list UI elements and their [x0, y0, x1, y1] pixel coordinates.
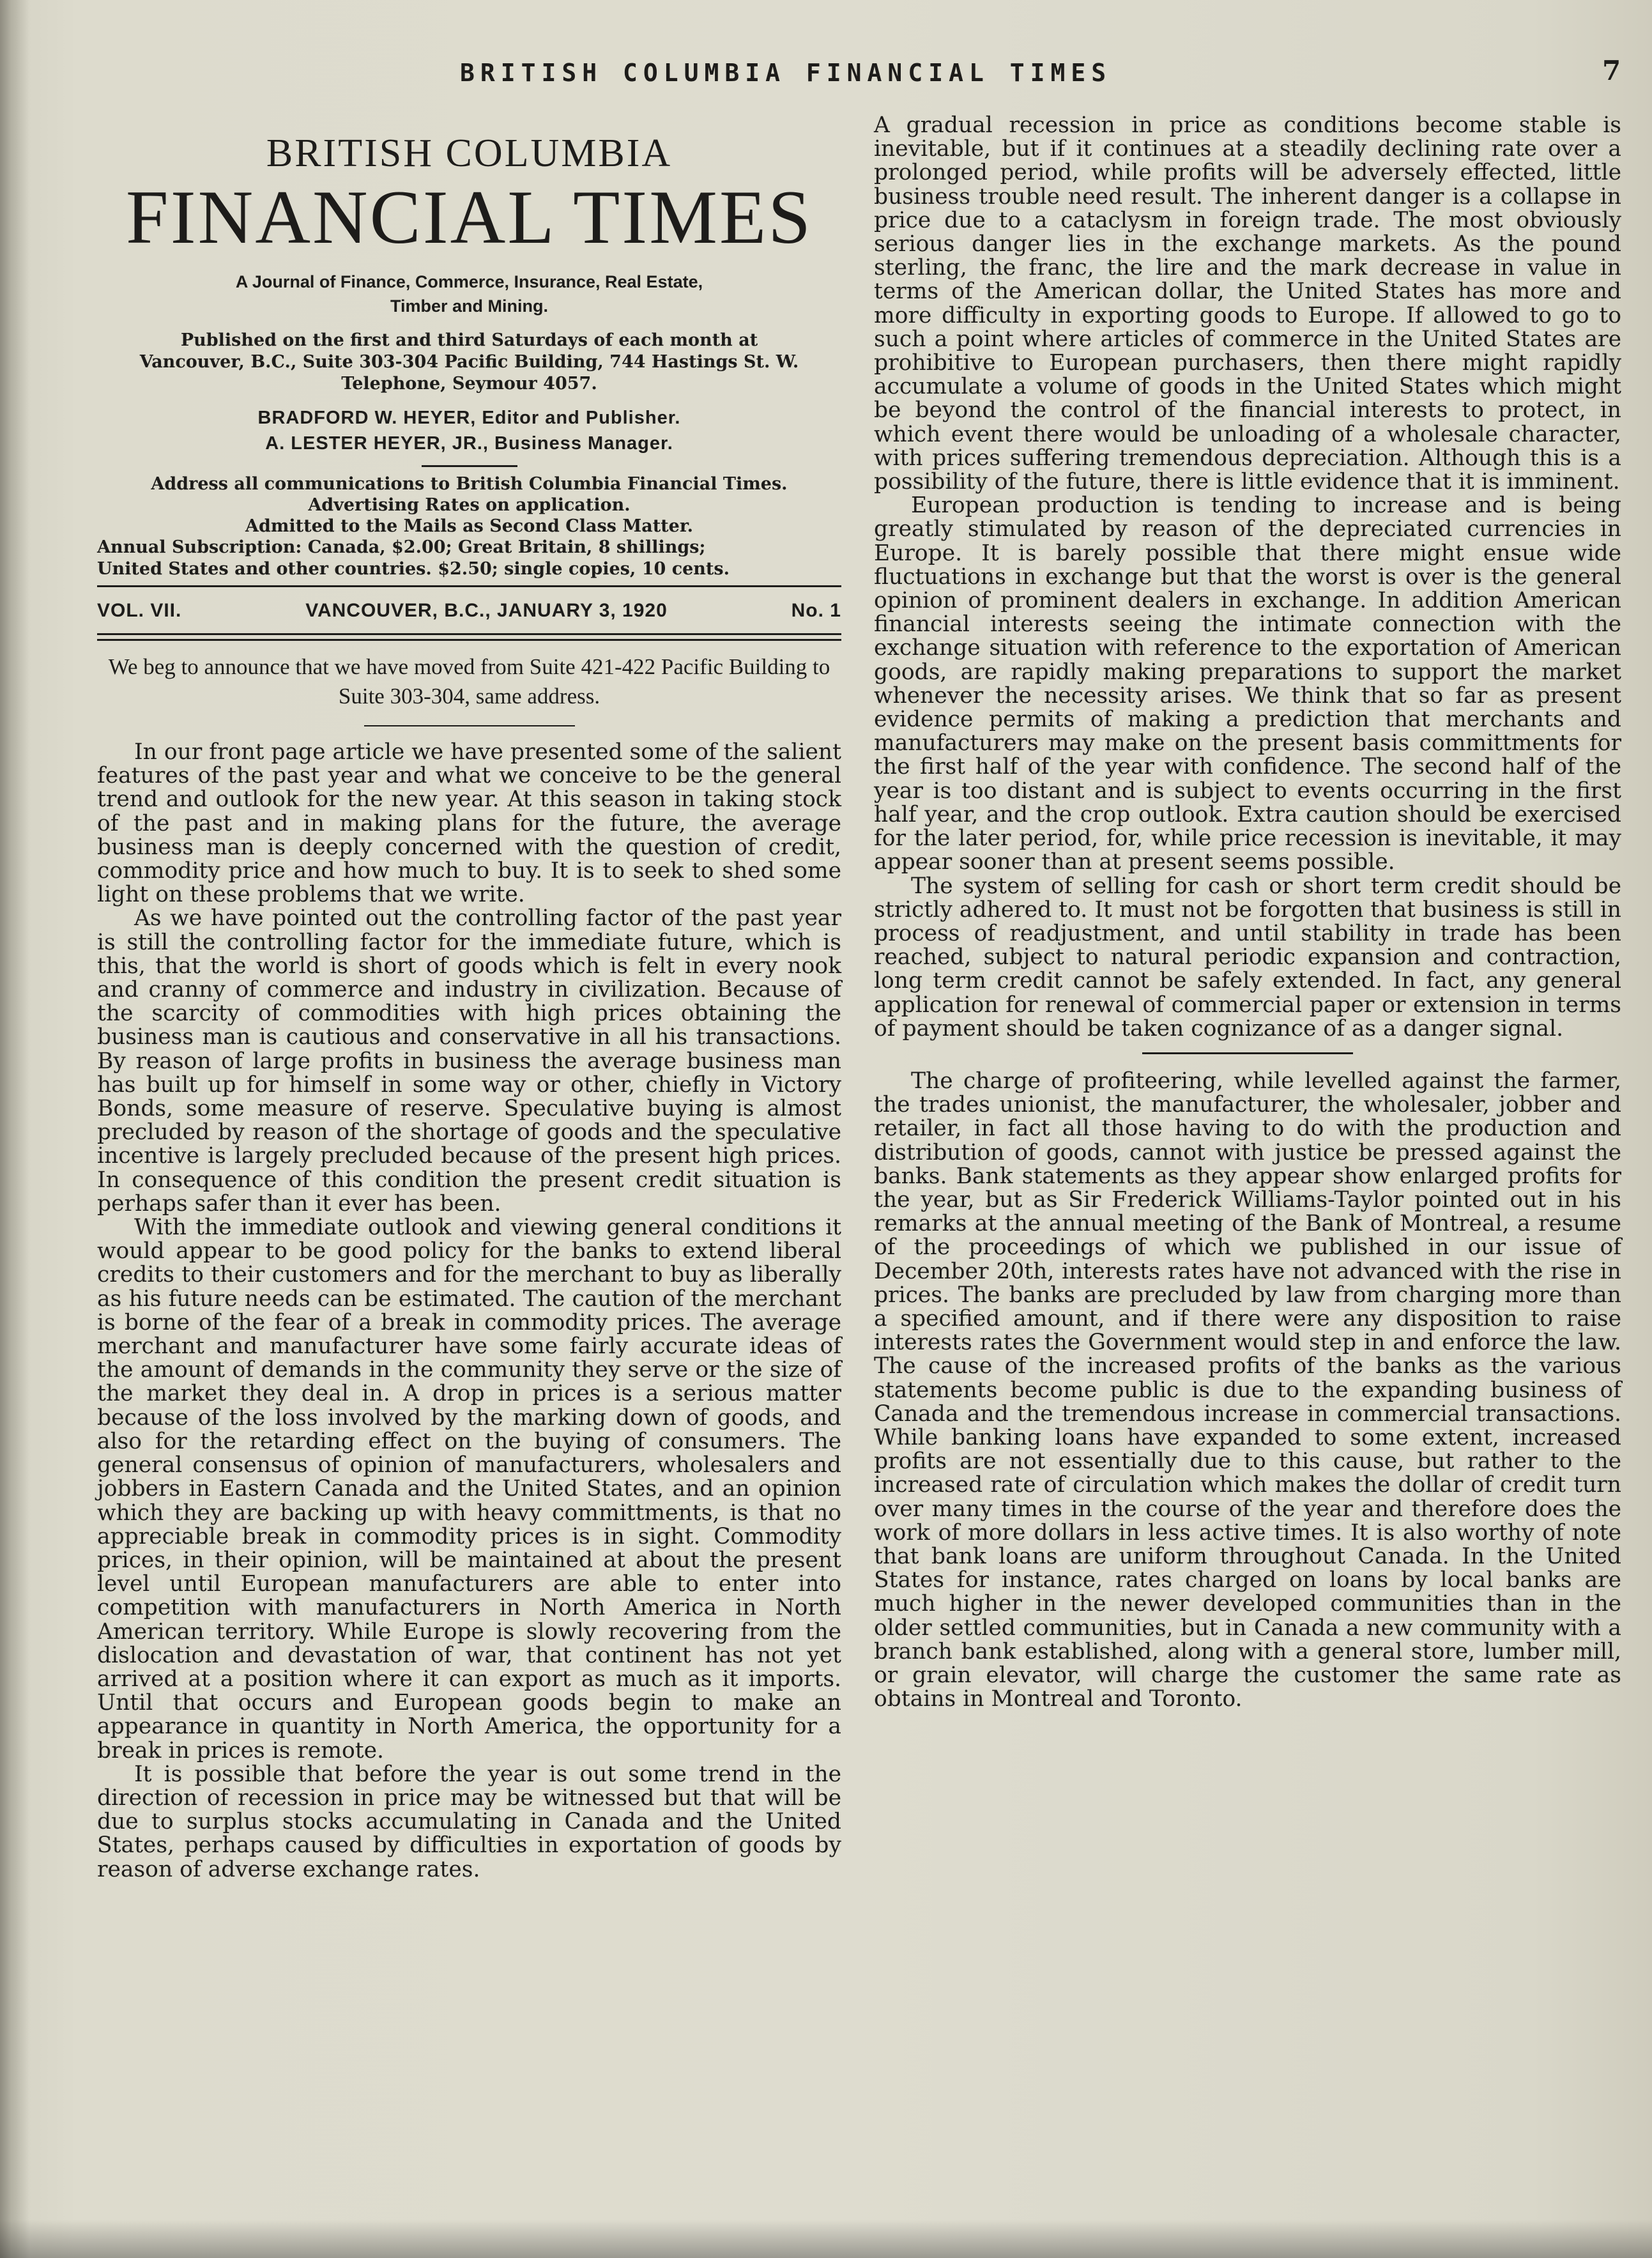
publication-info: [97, 330, 841, 395]
notice-box: [97, 473, 841, 537]
right-column: [874, 114, 1621, 1711]
manager-line: A. LESTER HEYER, JR., Business Manager.: [265, 433, 673, 454]
masthead-line1: BRITISH COLUMBIA: [266, 132, 673, 175]
right-paragraph: European production is tending to increase and is being greatly stimulated by reason of the depreciated currencies in Europe. It is barely possible that there might ensue wide fluctuations in exchange but that the worst is over is the general opinion of prominent dealers in exchange. In addition American financial interests seeing the intimate connection with the exchange situation with reference to the exportation of American goods, are rapidly making preparations to support the market whenever the necessity arises. We think that so far as present evidence permits of making a prediction that merchants and manufacturers may make on the present basis committments for the first half of the year with confidence. The second half of the year is too distant and is subject to events occurring in the first half year, and the crop outlook. Extra caution should be exercised for the later period, for, while price recession is inevitable, it may appear sooner than at present seems possible.: [874, 493, 1621, 875]
tagline-line1: A Journal of Finance, Commerce, Insurance, Real Estate,: [235, 272, 703, 291]
left-paragraph: With the immediate outlook and viewing general conditions it would appear to be good policy for the banks to extend liberal credits to their customers and for the merchant to buy as liberally as his future needs can be estimated. The caution of the merchant is borne of the fear of a break in commodity prices. The average merchant and manufacturer have some fairly accurate ideas of the amount of demands in the community they serve or the size of the market they deal in. A drop in prices is a serious matter because of the loss involved by the marking down of goods, and also for the retarding effect on the buying of consumers. The general consensus of opinion of manufacturers, wholesalers and jobbers in Eastern Canada and the United States, and an opinion which they are backing up with heavy committments, is that no appreciable break in commodity prices is in sight. Commodity prices, in their opinion, will be maintained at about the present level until European manufacturers are able to enter into competition with manufacturers in North America in North American territory. While Europe is slowly recovering from the dislocation and devastation of war, that continent has not yet arrived at a position where it can export as much as it imports. Until that occurs and European goods begin to make an appearance in quantity in North America, the opportunity for a break in prices is remote.: [97, 1215, 841, 1763]
pub-line1: Published on the first and third Saturdays of each month at: [180, 330, 758, 350]
left-paragraph: In our front page article we have presented some of the salient features of the past year and what we conceive to be the general trend and outlook for the new year. At this season in taking stock of the past and in making plans for the future, the average business man is deeply concerned with the question of credit, commodity price and how much to buy. It is to seek to shed some light on these problems that we write.: [97, 739, 841, 908]
notice-line3: Admitted to the Mails as Second Class Matter.: [245, 516, 693, 536]
volume-place-date: VANCOUVER, B.C., JANUARY 3, 1920: [305, 600, 668, 621]
section-rule: [1142, 1052, 1353, 1054]
right-paragraph: A gradual recession in price as conditions become stable is inevitable, but if it continues at a steadily declining rate over a prolonged period, while profits will be adversely effected, little business trouble need result. The inherent danger is a collapse in price due to a cataclysm in foreign trade. The most obviously serious danger lies in the exchange markets. As the pound sterling, the franc, the lire and the mark decrease in value in terms of the American dollar, the United States has more and more difficulty in exporting goods to Europe. If allowed to go to such a point where articles of commerce in the United States are prohibitive to European purchasers, then there might rapidly accumulate a volume of goods in the United States which might be beyond the control of the financial interests to protect, in which event there would be unloading of a wholesale character, with prices suffering tremendous depreciation. Although this is a possibility of the future, there is little evidence that it is imminent.: [874, 112, 1621, 495]
notice-line1: Address all communications to British Columbia Financial Times.: [151, 474, 788, 494]
staff-box: [97, 405, 841, 456]
masthead-tagline: [97, 270, 841, 318]
masthead-line2: FINANCIAL TIMES: [125, 174, 813, 259]
section-rule: [364, 725, 575, 726]
right-paragraph: The charge of profiteering, while levelled against the farmer, the trades unionist, the manufacturer, the wholesaler, jobber and retailer, in fact all those having to do with the production and distribution of goods, cannot with justice be pressed against the banks. Bank statements as they appear show enlarged profits for the year, but as Sir Frederick Williams-Taylor pointed out in his remarks at the annual meeting of the Bank of Montreal, a resume of the proceedings of which we published in our issue of December 20th, interests rates have not advanced with the rise in prices. The banks are precluded by law from charging more than a specified amount, and if there were any disposition to raise interests rates the Government would step in and enforce the law. The cause of the increased profits of the banks as the various statements become public is due to the expanding business of Canada and the tremendous increase in commercial transactions. While banking loans have expanded to some extent, increased profits are not essentially due to this cause, but rather to the increased rate of circulation which makes the dollar of credit turn over many times in the course of the year and therefore does the work of more dollars in less active times. It is also worthy of note that bank loans are uniform throughout Canada. In the United States for instance, rates charged on loans by local banks are much higher in the newer developed communities than in the older settled communities, but in Canada a new community with a branch bank established, along with a general store, lumber mill, or grain elevator, will charge the customer the same rate as obtains in Montreal and Toronto.: [874, 1068, 1621, 1712]
volume-rule-top: [97, 585, 841, 587]
announcement: We beg to announce that we have moved from Suite 421-422 Pacific Building to Suite 303-304, same address.: [108, 654, 830, 709]
masthead-rule: [422, 465, 517, 467]
left-paragraph: As we have pointed out the controlling factor of the past year is still the controlling factor for the immediate future, which is this, that the world is short of goods which is felt in every nook and cranny of commerce and industry in civilization. Because of the scarcity of commodities with high prices obtaining the business man is cautious and conservative in all his transactions. By reason of large profits in business the average business man has built up for himself in some way or other, chiefly in Victory Bonds, some measure of reserve. Speculative buying is almost precluded by reason of the shortage of goods and the speculative incentive is largely precluded because of the present high prices. In consequence of this condition the present credit situation is perhaps safer than it ever has been.: [97, 905, 841, 1217]
tagline-line2: Timber and Mining.: [390, 296, 548, 316]
binding-gutter: [0, 0, 29, 2258]
volume-double-rule: [97, 633, 841, 641]
issue-number: No. 1: [791, 600, 841, 621]
subscription-line1: Annual Subscription: Canada, $2.00; Great Britain, 8 shillings;: [97, 537, 706, 557]
right-paragraph: The system of selling for cash or short term credit should be strictly adhered to. It must not be forgotten that business is still in process of readjustment, and until stability in trade has been reached, subject to natural periodic expansion and contraction, long term credit cannot be safely extended. In fact, any general application for renewal of commercial paper or extension in terms of payment should be taken cognizance of as a danger signal.: [874, 873, 1621, 1041]
volume-number: VOL. VII.: [97, 600, 182, 621]
volume-line: [97, 600, 841, 622]
subscription-line2: United States and other countries. $2.50; single copies, 10 cents.: [97, 559, 730, 579]
page-number: 7: [1602, 55, 1621, 86]
pub-line3: Telephone, Seymour 4057.: [341, 374, 597, 394]
notice-line2: Advertising Rates on application.: [308, 495, 631, 515]
pub-line2: Vancouver, B.C., Suite 303-304 Pacific Building, 744 Hastings St. W.: [139, 352, 799, 372]
left-column: [97, 125, 841, 1882]
running-head: BRITISH COLUMBIA FINANCIAL TIMES: [460, 59, 1112, 87]
editor-line: BRADFORD W. HEYER, Editor and Publisher.: [257, 408, 681, 428]
left-paragraph: It is possible that before the year is out some trend in the direction of recession in price may be witnessed but that will be due to surplus stocks accumulating in Canada and the United States, perhaps caused by difficulties in exportation of goods by reason of adverse exchange rates.: [97, 1761, 841, 1882]
page-bottom-shadow: [0, 2220, 1652, 2258]
